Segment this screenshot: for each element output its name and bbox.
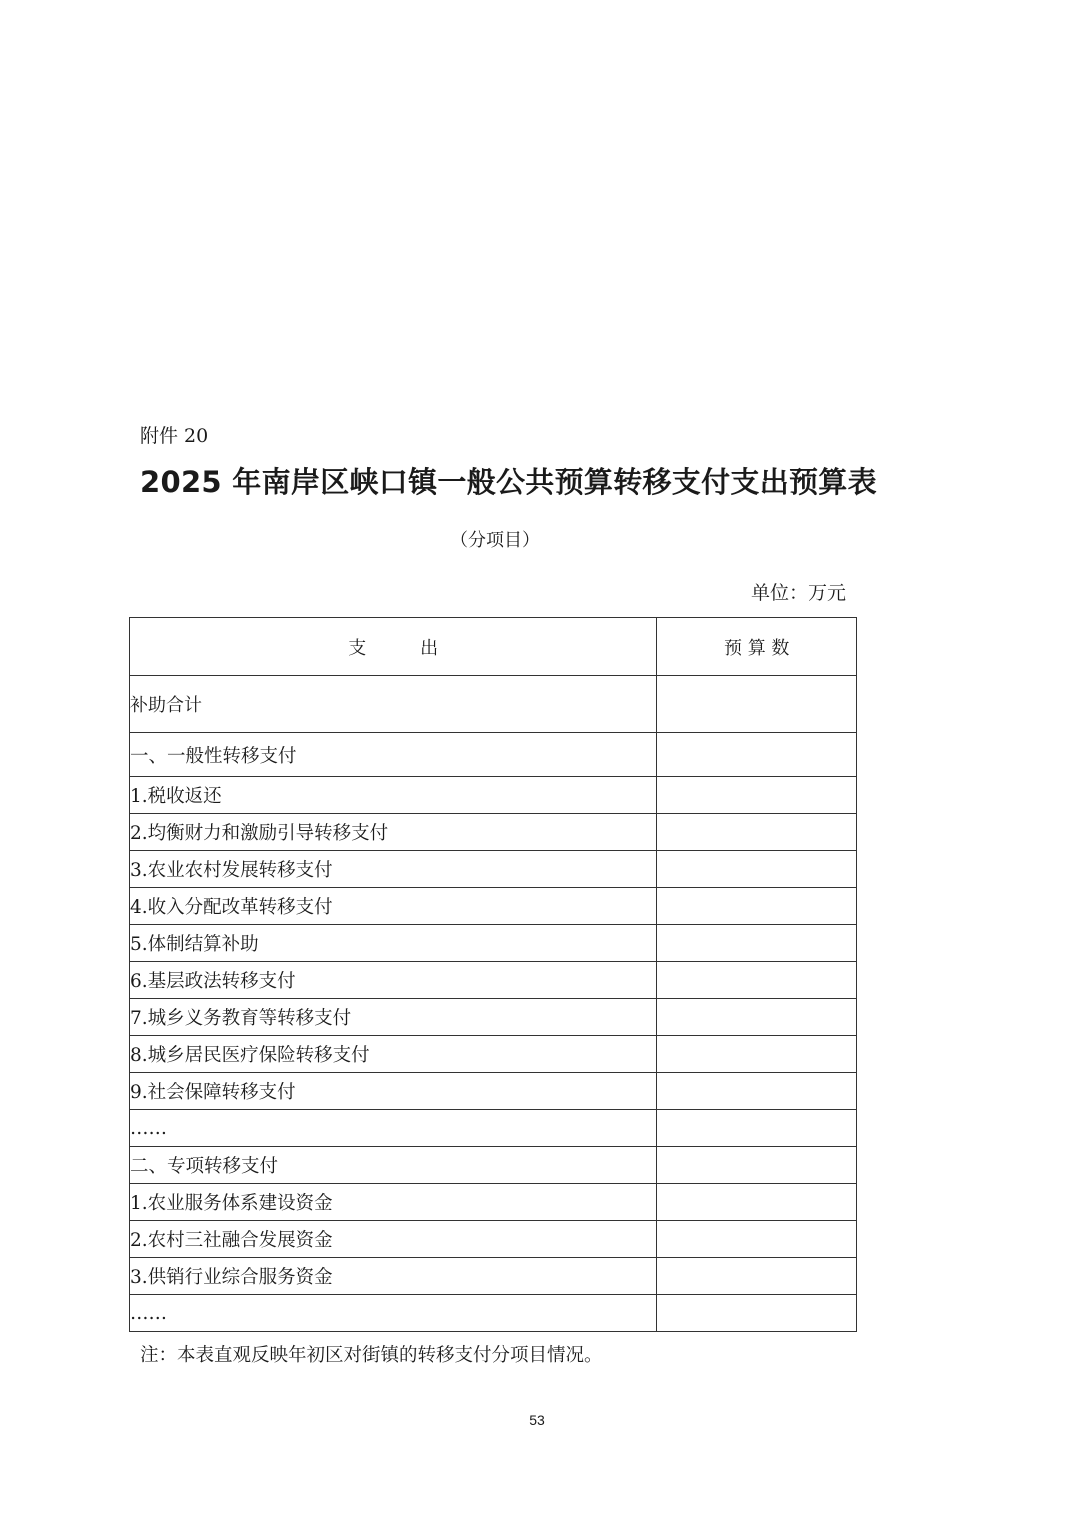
item-label: 4.收入分配改革转移支付 bbox=[130, 888, 657, 925]
table-note: 注：本表直观反映年初区对街镇的转移支付分项目情况。 bbox=[140, 1345, 603, 1366]
item-label: 1.税收返还 bbox=[130, 777, 657, 814]
item-value bbox=[657, 888, 857, 925]
table-header-row bbox=[130, 618, 857, 676]
section-row-general bbox=[130, 733, 857, 777]
item-label: …… bbox=[130, 1110, 657, 1147]
table-row bbox=[130, 888, 857, 925]
unit-label: 单位：万元 bbox=[750, 582, 846, 604]
header-expense: 支 出 bbox=[130, 618, 657, 676]
header-budget: 预 算 数 bbox=[657, 618, 857, 676]
page-number: 53 bbox=[529, 1412, 545, 1428]
table-row bbox=[130, 962, 857, 999]
budget-table bbox=[129, 617, 857, 1332]
table-row bbox=[130, 1295, 857, 1332]
item-value bbox=[657, 851, 857, 888]
page-subtitle: （分项目） bbox=[450, 530, 540, 551]
section-value-general bbox=[657, 733, 857, 777]
page-title: 2025 年南岸区峡口镇一般公共预算转移支付支出预算表 bbox=[140, 465, 877, 499]
table-row bbox=[130, 1110, 857, 1147]
item-label: 7.城乡义务教育等转移支付 bbox=[130, 999, 657, 1036]
section-label-special: 二、专项转移支付 bbox=[130, 1147, 657, 1184]
table-row bbox=[130, 1184, 857, 1221]
item-value bbox=[657, 1036, 857, 1073]
item-value bbox=[657, 1295, 857, 1332]
item-value bbox=[657, 1221, 857, 1258]
item-label: 2.均衡财力和激励引导转移支付 bbox=[130, 814, 657, 851]
item-label: …… bbox=[130, 1295, 657, 1332]
total-label: 补助合计 bbox=[130, 676, 657, 733]
section-value-special bbox=[657, 1147, 857, 1184]
table-row bbox=[130, 999, 857, 1036]
item-value bbox=[657, 925, 857, 962]
item-label: 1.农业服务体系建设资金 bbox=[130, 1184, 657, 1221]
table-row bbox=[130, 777, 857, 814]
section-label-general: 一、一般性转移支付 bbox=[130, 733, 657, 777]
table-row bbox=[130, 1036, 857, 1073]
table-row bbox=[130, 925, 857, 962]
item-value bbox=[657, 1110, 857, 1147]
item-value bbox=[657, 777, 857, 814]
table-row bbox=[130, 1221, 857, 1258]
table-row bbox=[130, 851, 857, 888]
item-label: 6.基层政法转移支付 bbox=[130, 962, 657, 999]
total-value bbox=[657, 676, 857, 733]
total-row bbox=[130, 676, 857, 733]
item-value bbox=[657, 1258, 857, 1295]
item-label: 8.城乡居民医疗保险转移支付 bbox=[130, 1036, 657, 1073]
item-value bbox=[657, 999, 857, 1036]
table-row bbox=[130, 1258, 857, 1295]
item-label: 9.社会保障转移支付 bbox=[130, 1073, 657, 1110]
table-row bbox=[130, 1073, 857, 1110]
item-label: 2.农村三社融合发展资金 bbox=[130, 1221, 657, 1258]
attachment-label: 附件 20 bbox=[140, 425, 209, 447]
item-label: 3.农业农村发展转移支付 bbox=[130, 851, 657, 888]
section-row-special bbox=[130, 1147, 857, 1184]
item-value bbox=[657, 962, 857, 999]
item-label: 3.供销行业综合服务资金 bbox=[130, 1258, 657, 1295]
item-label: 5.体制结算补助 bbox=[130, 925, 657, 962]
item-value bbox=[657, 1073, 857, 1110]
item-value bbox=[657, 1184, 857, 1221]
table-row bbox=[130, 814, 857, 851]
item-value bbox=[657, 814, 857, 851]
